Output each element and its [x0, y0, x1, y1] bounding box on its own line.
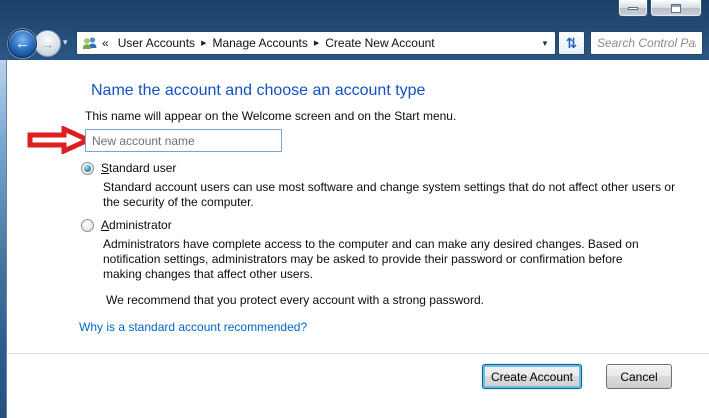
forward-arrow-icon: →	[40, 35, 55, 52]
radio-administrator[interactable]	[81, 218, 172, 232]
standard-account-help-link[interactable]: Why is a standard account recommended?	[79, 320, 308, 334]
radio-label-standard-user[interactable]: Standard user	[101, 161, 177, 175]
breadcrumb[interactable]	[76, 31, 556, 55]
navigation-bar	[0, 28, 709, 58]
search-box	[590, 31, 703, 55]
cancel-button[interactable]: Cancel	[606, 364, 672, 389]
search-input[interactable]	[591, 36, 702, 50]
radio-standard-user[interactable]	[81, 161, 176, 175]
breadcrumb-separator-icon[interactable]: ▶	[313, 40, 320, 47]
breadcrumb-item-user-accounts[interactable]: User Accounts	[117, 36, 196, 50]
footer-separator	[7, 353, 709, 354]
maximize-button[interactable]	[650, 0, 702, 17]
minimize-button[interactable]	[618, 0, 648, 17]
page-title: Name the account and choose an account type	[91, 82, 426, 99]
red-arrow-annotation	[26, 126, 92, 154]
password-recommendation-note: We recommend that you protect every account with a strong password.	[106, 293, 484, 307]
refresh-icon: ⇅	[565, 34, 578, 51]
breadcrumb-overflow-chevron[interactable]: «	[102, 36, 109, 50]
administrator-description: Administrators have complete access to the computer and can make any desired changes. Based on notification settings, administrators may be asked to provide their password or confirmation before making changes that affect other users.	[103, 237, 639, 281]
page-subheading: This name will appear on the Welcome screen and on the Start menu.	[85, 109, 457, 123]
breadcrumb-item-create-new-account[interactable]: Create New Account	[325, 36, 435, 50]
maximize-icon	[671, 4, 681, 13]
minimize-icon	[628, 7, 638, 10]
new-account-name-input[interactable]	[85, 129, 282, 152]
recent-pages-dropdown[interactable]: ▾	[63, 37, 68, 47]
standard-user-description: Standard account users can use most software and change system settings that do not affect other users or the security of the computer.	[103, 180, 676, 209]
create-account-button[interactable]: Create Account	[482, 364, 582, 389]
refresh-button[interactable]	[558, 31, 585, 55]
breadcrumb-item-manage-accounts[interactable]: Manage Accounts	[212, 36, 308, 50]
page-content	[6, 60, 709, 418]
radio-button-icon[interactable]	[81, 219, 94, 232]
back-arrow-icon: ←	[15, 35, 30, 52]
radio-label-administrator[interactable]: Administrator	[101, 218, 172, 232]
chevron-down-icon: ▼	[541, 38, 549, 48]
radio-button-icon[interactable]	[81, 162, 94, 175]
breadcrumb-separator-icon[interactable]: ▶	[201, 40, 207, 47]
user-accounts-icon	[82, 35, 98, 51]
address-dropdown-button[interactable]	[535, 32, 555, 54]
forward-button[interactable]	[34, 30, 61, 57]
back-button[interactable]	[8, 29, 37, 58]
